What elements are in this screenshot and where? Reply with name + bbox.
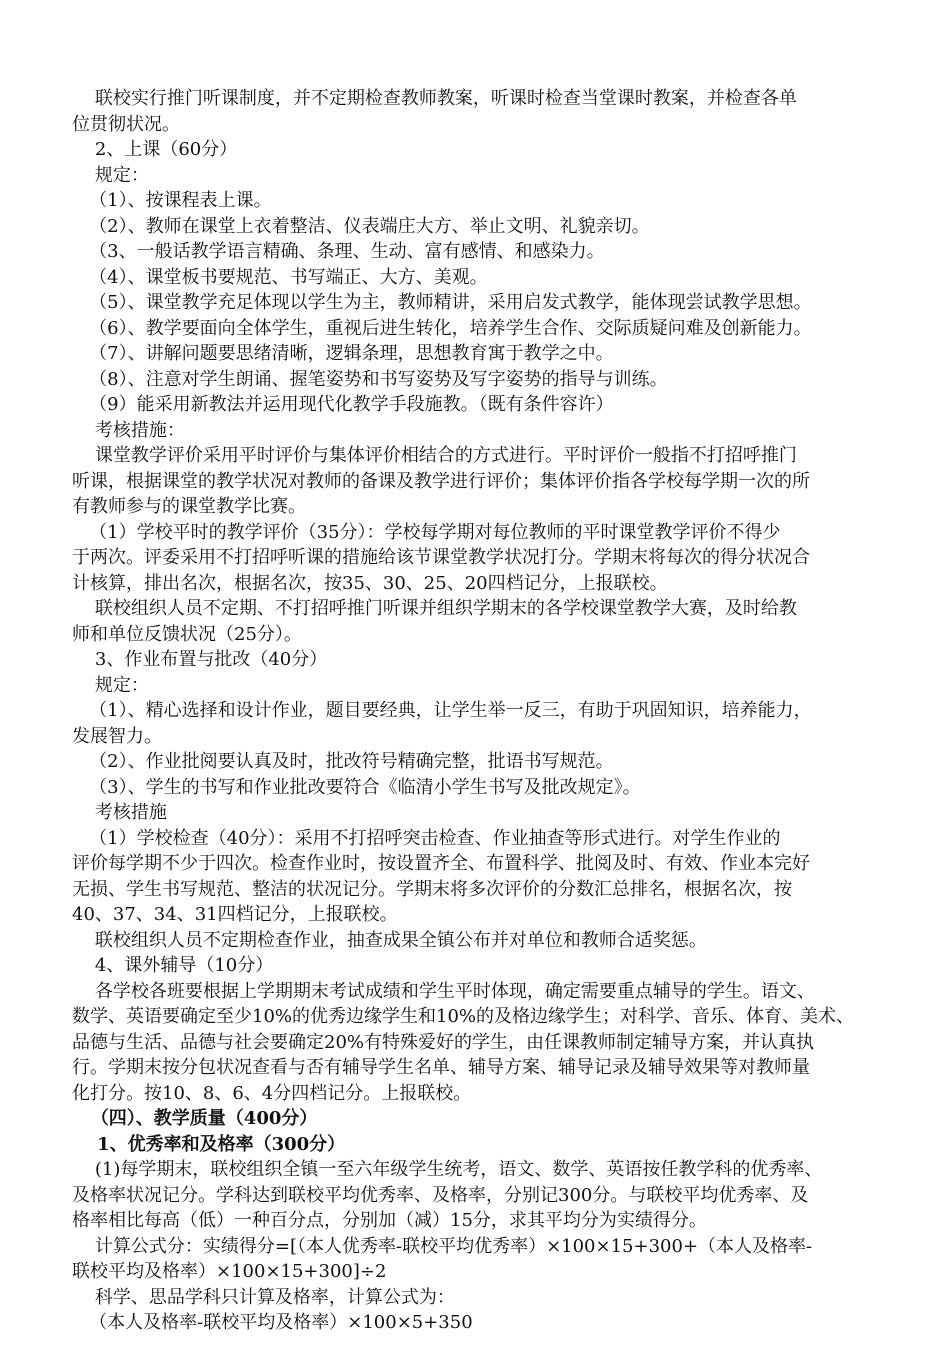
text-line: 评价每学期不少于四次。检查作业时，按设置齐全、布置科学、批阅及时、有效、作业本完好 — [72, 853, 810, 874]
text-line: 联校组织人员不定期检查作业，抽查成果全镇公布并对单位和教师合适奖惩。 — [72, 929, 707, 951]
text-line: （1）、按课程表上课。 — [72, 190, 272, 211]
text-line: 各学校各班要根据上学期期末考试成绩和学生平时体现，确定需要重点辅导的学生。语文、 — [72, 980, 815, 1002]
text-line: 考核措施 — [72, 802, 167, 823]
text-line: （2）、教师在课堂上衣着整洁、仪表端庄大方、举止文明、礼貌亲切。 — [72, 215, 650, 237]
text-line: 发展智力。 — [72, 725, 162, 747]
text-line: 数学、英语要确定至少10%的优秀边缘学生和10%的及格边缘学生；对科学、音乐、体育、美术、 — [72, 1006, 855, 1027]
text-line: 2、上课（60分） — [72, 139, 238, 160]
text-line: （1）学校检查（40分）：采用不打招呼突击检查、作业抽查等形式进行。对学生作业的 — [72, 827, 781, 849]
text-line: （5）、课堂教学充足体现以学生为主，教师精讲，采用启发式教学，能体现尝试教学思想。 — [72, 292, 812, 313]
text-line: 联校组织人员不定期、不打招呼推门听课并组织学期末的各学校课堂教学大赛，及时给教 — [72, 598, 797, 619]
text-line: 听课，根据课堂的教学状况对教师的备课及教学进行评价；集体评价指各学校每学期一次的所 — [72, 470, 810, 492]
text-line: （8）、注意对学生朗诵、握笔姿势和书写姿势及写字姿势的指导与训练。 — [72, 368, 668, 390]
text-line: 课堂教学评价采用平时评价与集体评价相结合的方式进行。平时评价一般指不打招呼推门 — [72, 445, 797, 466]
text-line: 40、37、34、31四档记分，上报联校。 — [72, 904, 398, 925]
text-line: 有教师参与的课堂教学比赛。 — [72, 496, 306, 517]
text-line: （3）、学生的书写和作业批改要符合《临清小学生书写及批改规定》。 — [72, 776, 641, 798]
text-line: 化打分。按10、8、6、4分四档记分。上报联校。 — [72, 1082, 472, 1104]
text-line: 于两次。评委采用不打招呼听课的措施给该节课堂教学状况打分。学期末将每次的得分状况合 — [72, 547, 810, 568]
text-line: 科学、思品学科只计算及格率，计算公式为： — [72, 1286, 455, 1308]
text-line: （2）、作业批阅要认真及时，批改符号精确完整，批语书写规范。 — [72, 751, 614, 772]
text-line: 师和单位反馈状况（25分）。 — [72, 623, 302, 645]
text-line: 计算公式分：实绩得分=[（本人优秀率-联校平均优秀率）×100×15+300+（本人及格率- — [72, 1235, 813, 1257]
text-line: 4、课外辅导（10分） — [72, 955, 274, 976]
text-line: 考核措施： — [72, 419, 185, 441]
section-heading: 1、优秀率和及格率（300分） — [72, 1133, 346, 1155]
text-line: 联校平均及格率）×100×15+300]÷2 — [72, 1261, 387, 1282]
text-line: （4）、课堂板书要规范、书写端正、大方、美观。 — [72, 266, 488, 288]
text-line: （1）、精心选择和设计作业，题目要经典，让学生举一反三，有助于巩固知识，培养能力， — [72, 700, 812, 721]
text-line: 品德与生活、品德与社会要确定20%有特殊爱好的学生，由任课教师制定辅导方案，并认真执 — [72, 1031, 815, 1053]
text-line: 规定： — [72, 164, 149, 186]
text-line: （6）、教学要面向全体学生，重视后进生转化，培养学生合作、交际质疑问难及创新能力。 — [72, 317, 812, 339]
text-line: （3、一般话教学语言精确、条理、生动、富有感情、和感染力。 — [72, 241, 605, 262]
text-line: （9）能采用新教法并运用现代化教学手段施教。（既有条件容许） — [72, 394, 614, 415]
section-heading: （四）、教学质量（400分） — [72, 1108, 318, 1129]
text-line: （7）、讲解问题要思绪清晰，逻辑条理，思想教育寓于教学之中。 — [72, 343, 614, 364]
text-line: (1)每学期末，联校组织全镇一至六年级学生统考，语文、数学、英语按任教学科的优秀率、 — [72, 1159, 823, 1180]
text-line: 规定： — [72, 674, 149, 696]
text-line: 格率相比每高（低）一种百分点，分别加（减）15分，求其平均分为实绩得分。 — [72, 1210, 707, 1231]
text-line: 及格率状况记分。学科达到联校平均优秀率、及格率，分别记300分。与联校平均优秀率、及 — [72, 1184, 809, 1206]
text-line: 位贯彻状况。 — [72, 113, 180, 135]
text-line: 行。学期末按分包状况查看与否有辅导学生名单、辅导方案、辅导记录及辅导效果等对教师量 — [72, 1057, 810, 1078]
text-line: 3、作业布置与批改（40分） — [72, 649, 328, 670]
text-line: 联校实行推门听课制度，并不定期检查教师教案，听课时检查当堂课时教案，并检查各单 — [72, 88, 797, 109]
text-line: 无损、学生书写规范、整洁的状况记分。学期末将多次评价的分数汇总排名，根据名次，按 — [72, 878, 792, 900]
text-line: （1）学校平时的教学评价（35分）：学校每学期对每位教师的平时课堂教学评价不得少 — [72, 521, 781, 543]
text-line: 计核算，排出名次，根据名次，按35、30、25、20四档记分，上报联校。 — [72, 572, 668, 594]
text-line: （本人及格率-联校平均及格率）×100×5+350 — [72, 1312, 473, 1333]
